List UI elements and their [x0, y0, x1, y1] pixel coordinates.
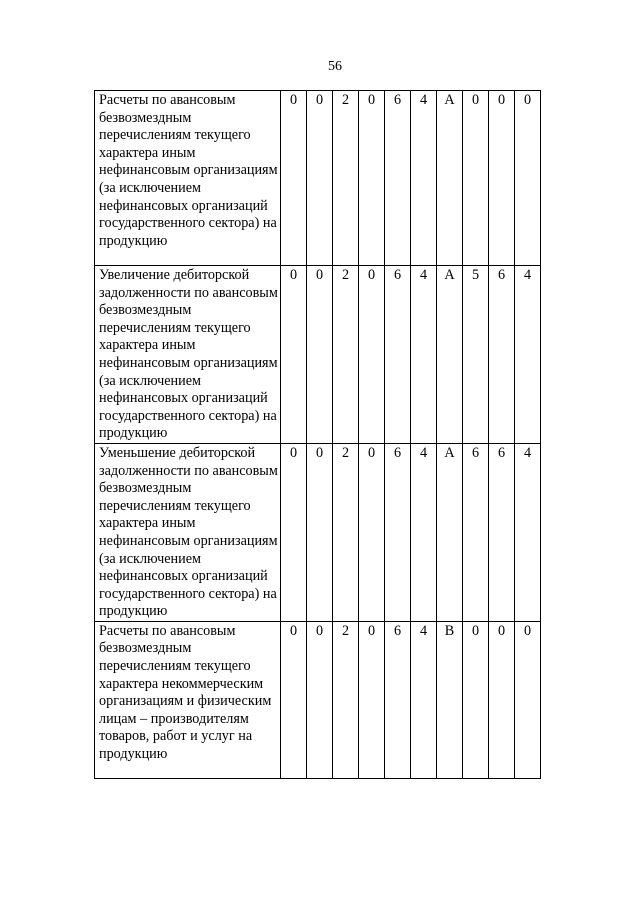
code-digit: 0 — [359, 443, 385, 621]
code-digit: 0 — [281, 266, 307, 444]
code-digit: 6 — [385, 266, 411, 444]
code-digit: 5 — [463, 266, 489, 444]
code-digit: 6 — [385, 91, 411, 266]
code-digit: В — [437, 621, 463, 778]
code-digit: 0 — [359, 621, 385, 778]
code-digit: 4 — [411, 621, 437, 778]
table-row — [95, 443, 541, 621]
code-digit: 0 — [463, 91, 489, 266]
row-description: Увеличение дебиторской задолженности по авансовым безвозмездным перечислениям текущего характера иным нефинансовым организациям (за исключением нефинансовых организаций государственного сектора) на продукцию — [95, 266, 281, 444]
code-digit: 2 — [333, 443, 359, 621]
code-digit: 6 — [489, 266, 515, 444]
code-digit: 4 — [411, 266, 437, 444]
account-codes-table — [94, 90, 541, 779]
table-row — [95, 91, 541, 266]
code-digit: 0 — [359, 266, 385, 444]
table-row — [95, 621, 541, 778]
page-number: 56 — [328, 59, 342, 74]
code-digit: 0 — [515, 91, 541, 266]
code-digit: 4 — [411, 443, 437, 621]
row-description: Уменьшение дебиторской задолженности по авансовым безвозмездным перечислениям текущего характера иным нефинансовым организациям (за исключением нефинансовых организаций государственного сектора) на продукцию — [95, 443, 281, 621]
code-digit: 0 — [515, 621, 541, 778]
code-digit: 6 — [385, 443, 411, 621]
code-digit: 0 — [307, 621, 333, 778]
code-digit: 2 — [333, 621, 359, 778]
code-digit: 0 — [307, 91, 333, 266]
code-digit: 6 — [463, 443, 489, 621]
code-digit: 6 — [385, 621, 411, 778]
table-row — [95, 266, 541, 444]
code-digit: 0 — [281, 621, 307, 778]
code-digit: 0 — [489, 621, 515, 778]
code-digit: А — [437, 443, 463, 621]
code-digit: 0 — [281, 443, 307, 621]
code-digit: 0 — [489, 91, 515, 266]
code-digit: 4 — [411, 91, 437, 266]
code-digit: А — [437, 266, 463, 444]
code-digit: 6 — [489, 443, 515, 621]
code-digit: А — [437, 91, 463, 266]
row-description: Расчеты по авансовым безвозмездным перечислениям текущего характера некоммерческим организациям и физическим лицам – производителям товаров, работ и услуг на продукцию — [95, 621, 281, 778]
code-digit: 0 — [307, 266, 333, 444]
code-digit: 2 — [333, 91, 359, 266]
code-digit: 0 — [307, 443, 333, 621]
code-digit: 0 — [463, 621, 489, 778]
code-digit: 0 — [281, 91, 307, 266]
code-digit: 4 — [515, 443, 541, 621]
code-digit: 0 — [359, 91, 385, 266]
row-description: Расчеты по авансовым безвозмездным перечислениям текущего характера иным нефинансовым организациям (за исключением нефинансовых организаций государственного сектора) на продукцию — [95, 91, 281, 266]
code-digit: 2 — [333, 266, 359, 444]
code-digit: 4 — [515, 266, 541, 444]
